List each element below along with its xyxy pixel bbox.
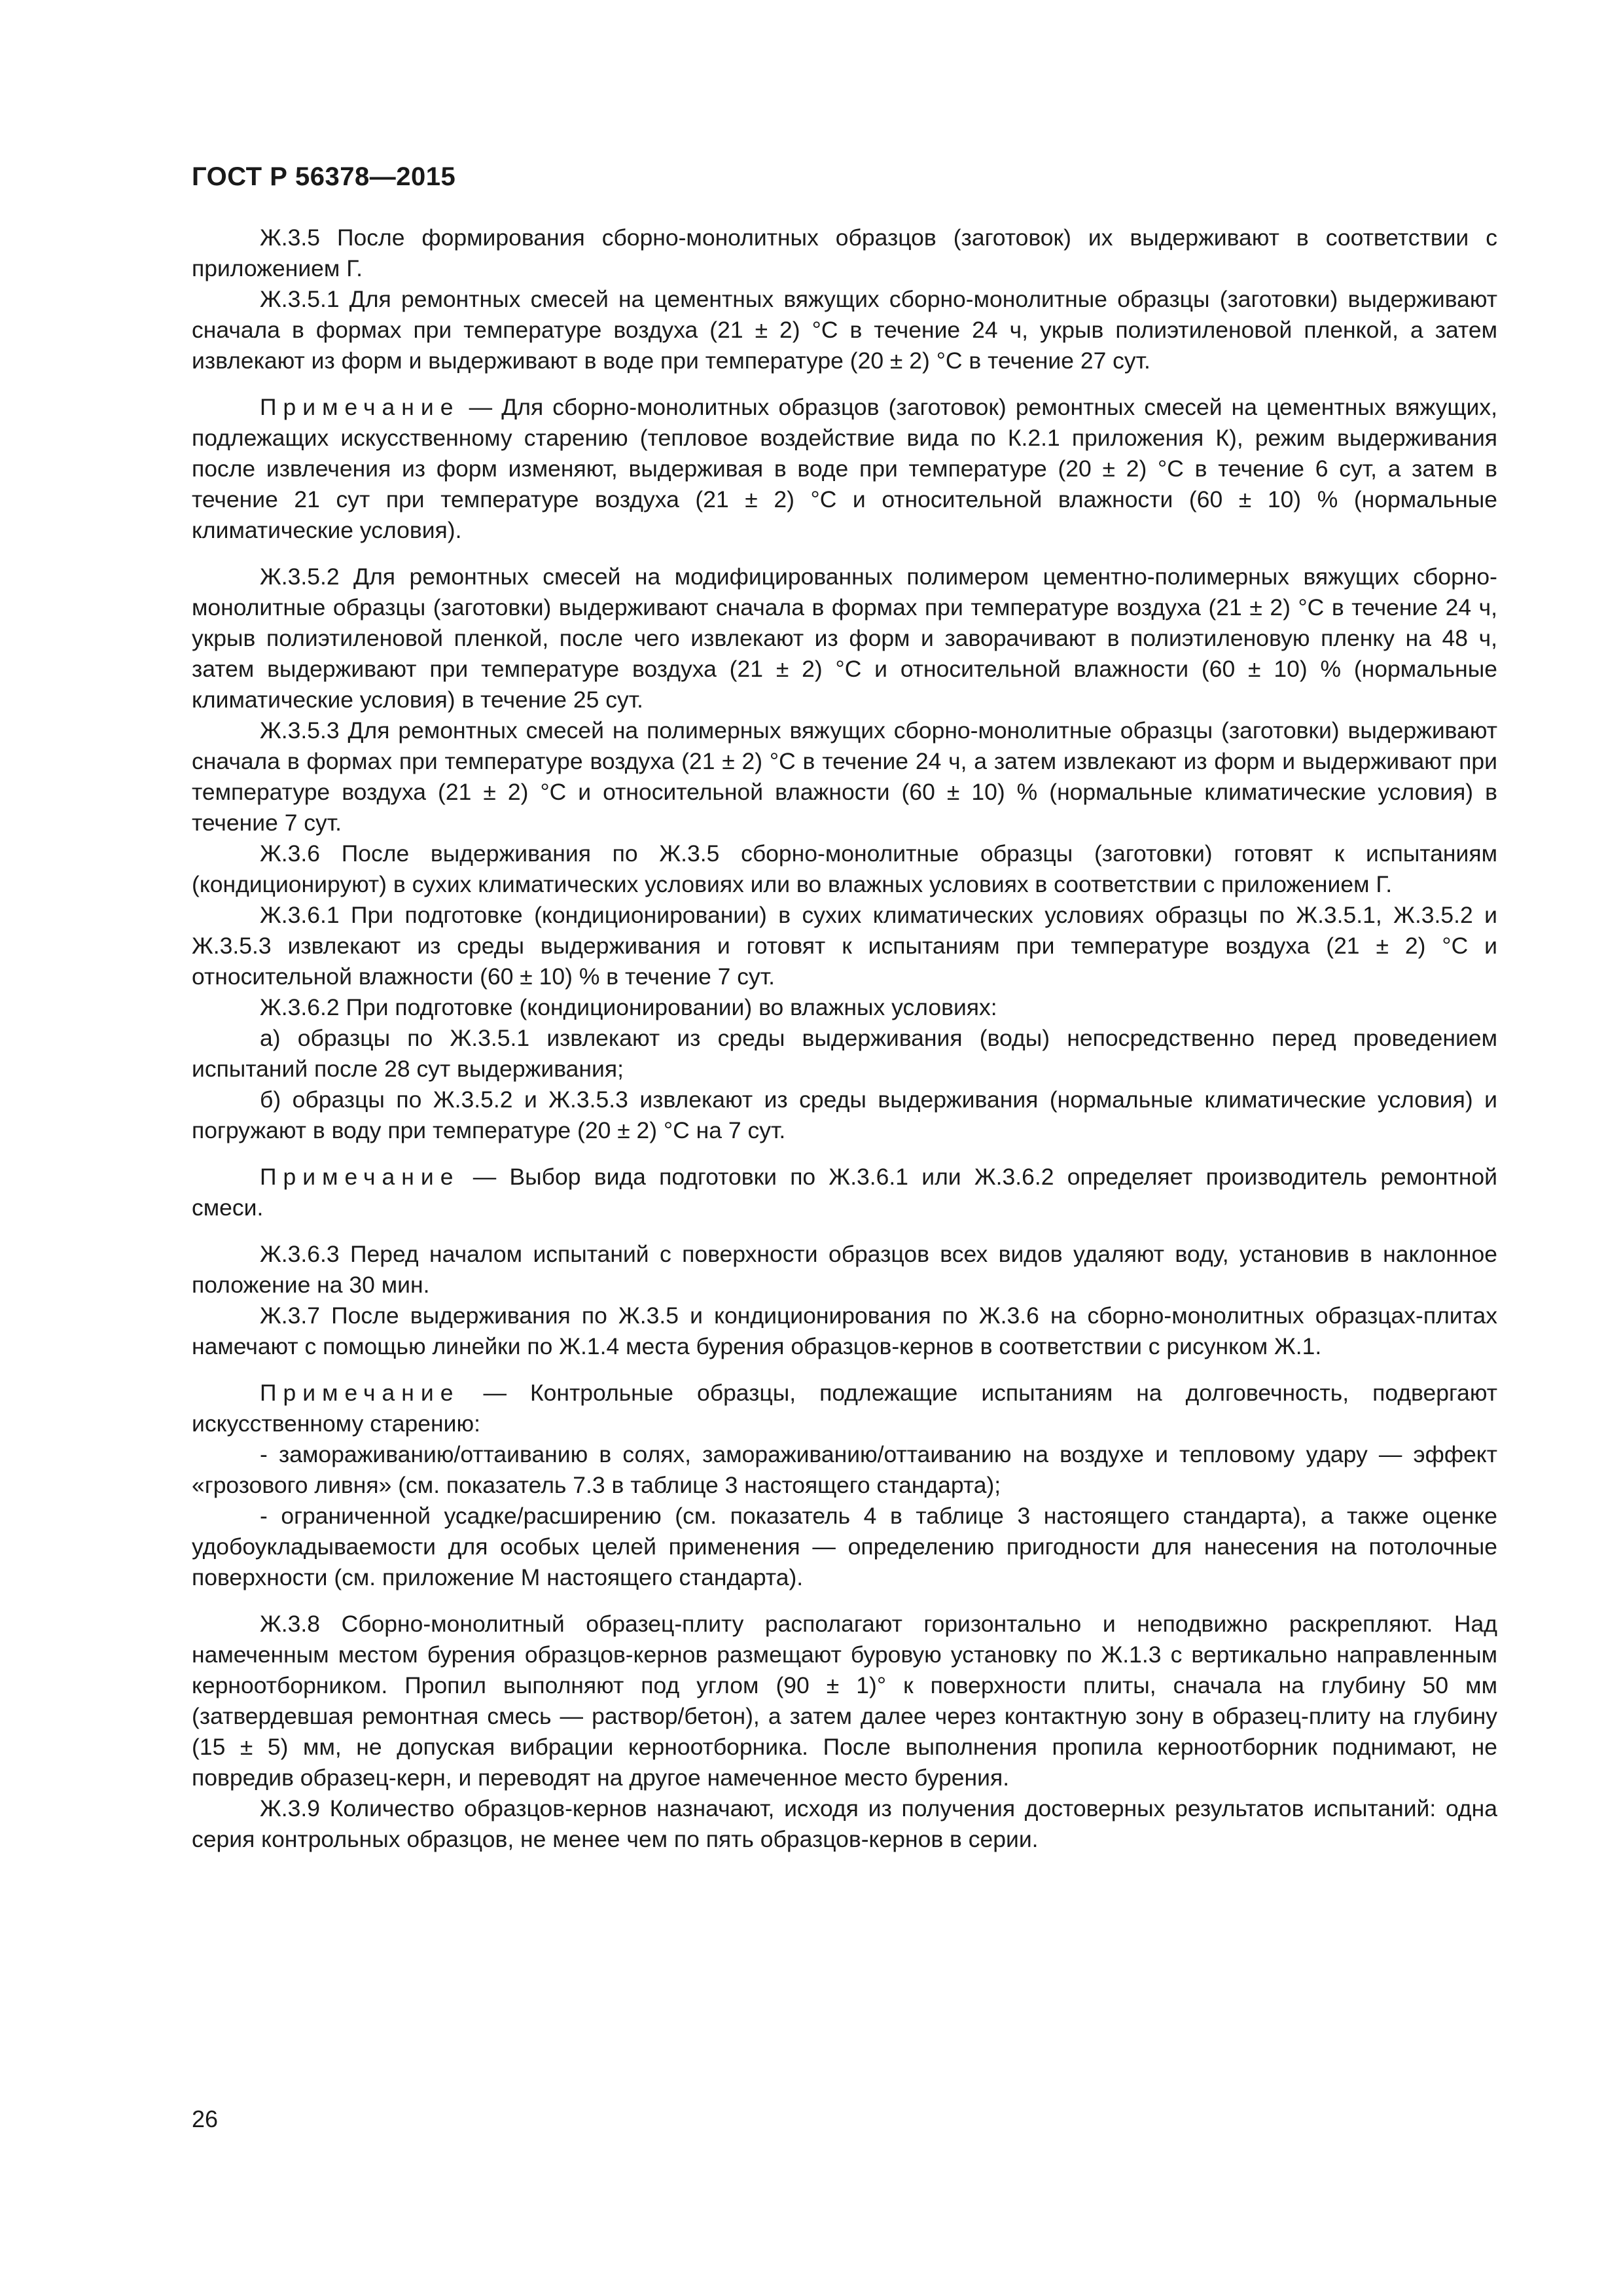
paragraph-zh-3-6: Ж.3.6 После выдерживания по Ж.3.5 сборно-монолитные образцы (заготовки) готовят к испытаниям (кондиционируют) в сухих климатических условиях или во влажных условиях в соответствии с приложением Г. xyxy=(192,840,1497,897)
list-item-b: б) образцы по Ж.3.5.2 и Ж.3.5.3 извлекают из среды выдерживания (нормальные климатические условия) и погружают в воду при температуре (20 ± 2) °С на 7 сут. xyxy=(192,1086,1497,1143)
note-text: — Выбор вида подготовки по Ж.3.6.1 или Ж.3.6.2 определяет производитель ремонтной смеси. xyxy=(192,1164,1497,1221)
note-text: — Контрольные образцы, подлежащие испытаниям на долговечность, подвергают искусственному старению: xyxy=(192,1380,1497,1437)
list-item-dash-2: - ограниченной усадке/расширению (см. показатель 4 в таблице 3 настоящего стандарта), а также оценке удобоукладываемости для особых целей применения — определению пригодности для нанесения на потолочные поверхности (см. приложение М настоящего стандарта). xyxy=(192,1503,1497,1590)
paragraph-zh-3-5-3: Ж.3.5.3 Для ремонтных смесей на полимерных вяжущих сборно-монолитные образцы (заготовки) выдерживают сначала в формах при температуре воздуха (21 ± 2) °С в течение 24 ч, а затем извлекают из форм и выдерживают при температуре воздуха (21 ± 2) °С и относительной влажности (60 ± 10) % (нормальные климатические условия) в течение 7 сут. xyxy=(192,717,1497,836)
paragraph-zh-3-5-2: Ж.3.5.2 Для ремонтных смесей на модифицированных полимером цементно-полимерных вяжущих сборно-монолитные образцы (заготовки) выдерживают сначала в формах при температуре воздуха (21 ± 2) °С в течение 24 ч, укрыв полиэтиленовой пленкой, после чего извлекают из форм и заворачивают в полиэтиленовую пленку на 48 ч, затем выдерживают при температуре воздуха (21 ± 2) °С и относительной влажности (60 ± 10) % (нормальные климатические условия) в течение 25 сут. xyxy=(192,564,1497,713)
paragraph-zh-3-6-3: Ж.3.6.3 Перед началом испытаний с поверхности образцов всех видов удаляют воду, установив в наклонное положение на 30 мин. xyxy=(192,1241,1497,1298)
document-code: ГОСТ Р 56378—2015 xyxy=(192,162,456,191)
note-1 xyxy=(192,392,1497,546)
note-2 xyxy=(192,1162,1497,1223)
paragraph-zh-3-5: Ж.3.5 После формирования сборно-монолитных образцов (заготовок) их выдерживают в соответствии с приложением Г. xyxy=(192,224,1497,281)
document-body xyxy=(192,223,1497,1855)
paragraph-zh-3-6-1: Ж.3.6.1 При подготовке (кондиционировании) в сухих климатических условиях образцы по Ж.3.5.1, Ж.3.5.2 и Ж.3.5.3 извлекают из среды выдерживания и готовят к испытаниям при температуре воздуха (21 ± 2) °С и относительной влажности (60 ± 10) % в течение 7 сут. xyxy=(192,902,1497,990)
paragraph-zh-3-6-2: Ж.3.6.2 При подготовке (кондиционировании) во влажных условиях: xyxy=(260,994,997,1020)
paragraph-zh-3-5-1: Ж.3.5.1 Для ремонтных смесей на цементных вяжущих сборно-монолитные образцы (заготовки) выдерживают сначала в формах при температуре воздуха (21 ± 2) °С в течение 24 ч, укрыв полиэтиленовой пленкой, а затем извлекают из форм и выдерживают в воде при температуре (20 ± 2) °С в течение 27 сут. xyxy=(192,286,1497,374)
paragraph-zh-3-7: Ж.3.7 После выдерживания по Ж.3.5 и кондиционирования по Ж.3.6 на сборно-монолитных образцах-плитах намечают с помощью линейки по Ж.1.4 места бурения образцов-кернов в соответствии с рисунком Ж.1. xyxy=(192,1302,1497,1359)
note-label: Примечание xyxy=(260,1164,460,1190)
note-label: Примечание xyxy=(260,1380,460,1406)
note-text: — Для сборно-монолитных образцов (заготовок) ремонтных смесей на цементных вяжущих, подлежащих искусственному старению (тепловое воздействие вида по К.2.1 приложения К), режим выдерживания после извлечения из форм изменяют, выдерживая в воде при температуре (20 ± 2) °С в течение 6 сут, а затем в течение 21 сут при температуре воздуха (21 ± 2) °С и относительной влажности (60 ± 10) % (нормальные климатические условия). xyxy=(192,394,1497,543)
note-label: Примечание xyxy=(260,394,460,420)
list-item-dash-1: - замораживанию/оттаиванию в солях, замораживанию/оттаиванию на воздухе и тепловому удару — эффект «грозового ливня» (см. показатель 7.3 в таблице 3 настоящего стандарта); xyxy=(192,1441,1497,1498)
list-item-a: а) образцы по Ж.3.5.1 извлекают из среды выдерживания (воды) непосредственно перед проведением испытаний после 28 сут выдерживания; xyxy=(192,1025,1497,1082)
paragraph-zh-3-8: Ж.3.8 Сборно-монолитный образец-плиту располагают горизонтально и неподвижно раскрепляют. Над намеченным местом бурения образцов-кернов размещают буровую установку по Ж.1.3 с вертикально направленным керноотборником. Пропил выполняют под углом (90 ± 1)° к поверхности плиты, сначала на глубину 50 мм (затвердевшая ремонтная смесь — раствор/бетон), а затем далее через контактную зону в образец-плиту на глубину (15 ± 5) мм, не допуская вибрации керноотборника. После выполнения пропила керноотборник поднимают, не повредив образец-керн, и переводят на другое намеченное место бурения. xyxy=(192,1611,1497,1791)
note-3 xyxy=(192,1378,1497,1439)
paragraph-zh-3-9: Ж.3.9 Количество образцов-кернов назначают, исходя из получения достоверных результатов испытаний: одна серия контрольных образцов, не менее чем по пять образцов-кернов в серии. xyxy=(192,1795,1497,1852)
page-number: 26 xyxy=(192,2106,219,2132)
